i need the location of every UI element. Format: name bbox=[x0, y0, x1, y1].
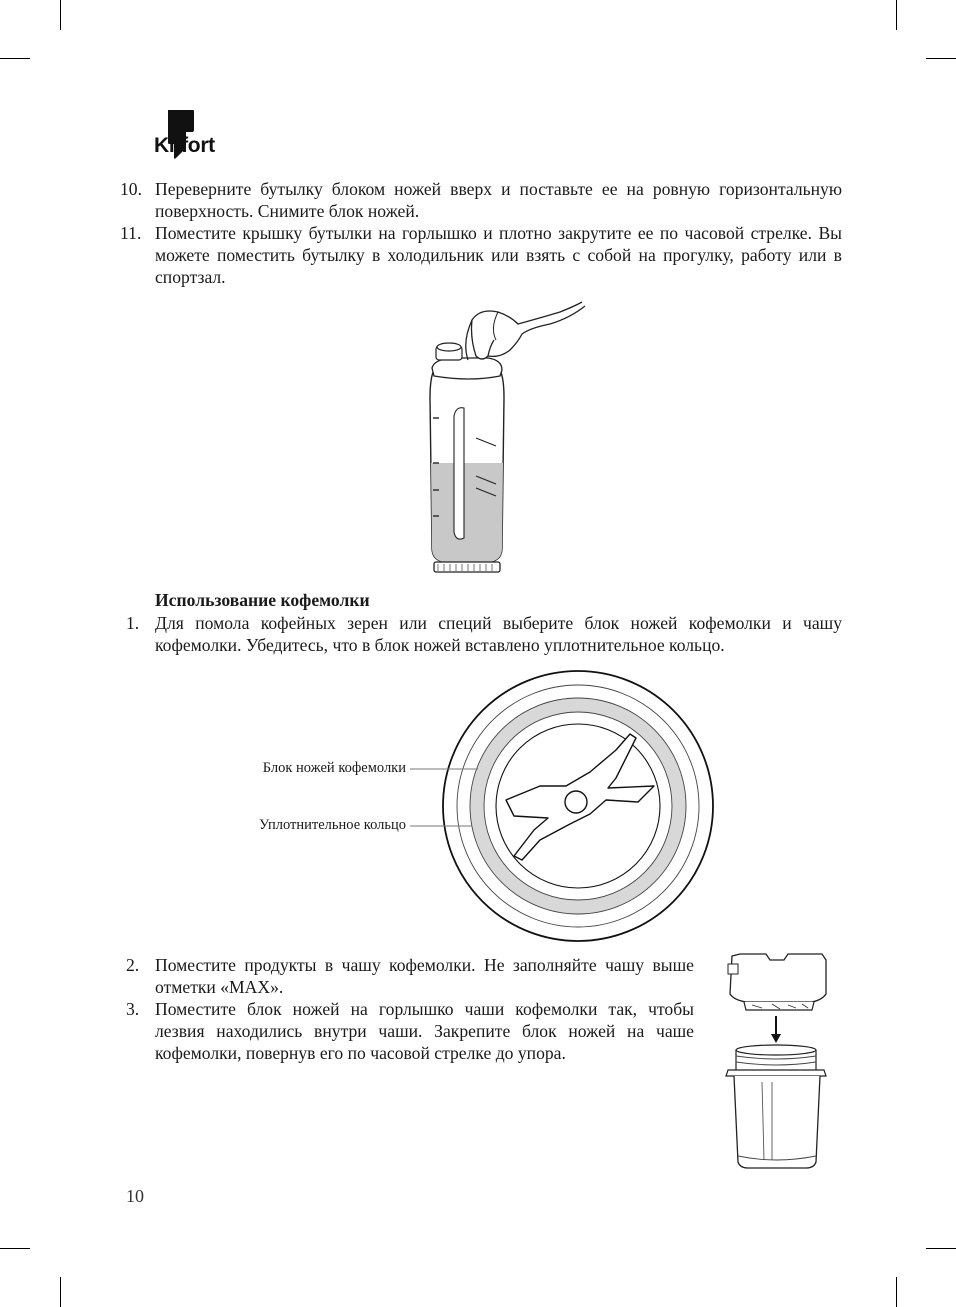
list-item bbox=[120, 612, 842, 656]
crop-mark bbox=[896, 0, 897, 30]
step-text: Переверните бутылку блоком ножей вверх и поставьте ее на ровную горизонтальную поверхность. Снимите блок ножей. bbox=[155, 179, 842, 221]
crop-mark bbox=[926, 58, 956, 59]
page-number: 10 bbox=[126, 1186, 144, 1206]
callout-leaders bbox=[408, 768, 548, 828]
steps-bottom-list bbox=[120, 954, 694, 1064]
list-item bbox=[120, 222, 842, 288]
crop-mark bbox=[896, 1277, 897, 1307]
brand-name: Kitfort bbox=[154, 134, 215, 157]
list-item bbox=[120, 998, 694, 1064]
blade-block-label: Блок ножей кофемолки bbox=[262, 760, 406, 776]
crop-mark bbox=[0, 1248, 30, 1249]
step-number: 10. bbox=[120, 179, 142, 199]
step-text: Поместите продукты в чашу кофемолки. Не заполняйте чашу выше отметки «MAX». bbox=[155, 955, 694, 997]
grinder-assembly-illustration bbox=[722, 950, 832, 1176]
step-number: 2. bbox=[126, 955, 140, 975]
step-text: Для помола кофейных зерен или специй выберите блок ножей кофемолки и чашу кофемолки. Убедитесь, что в блок ножей вставлено уплотнительное кольцо. bbox=[155, 613, 842, 655]
crop-mark bbox=[926, 1248, 956, 1249]
bottle-illustration bbox=[410, 298, 600, 580]
steps-top-list bbox=[120, 178, 842, 288]
step-text: Поместите блок ножей на горлышко чаши кофемолки так, чтобы лезвия находились внутри чаши. Закрепите блок ножей на чаше кофемолки, повернув его по часовой стрелке до упора. bbox=[155, 999, 694, 1063]
crop-mark bbox=[60, 1277, 61, 1307]
section-title: Использование кофемолки bbox=[155, 590, 370, 610]
step-text: Поместите крышку бутылки на горлышко и плотно закрутите ее по часовой стрелке. Вы можете поместить бутылку в холодильник или взять с собой на прогулку, работу или в спортзал. bbox=[155, 223, 842, 287]
step-number: 3. bbox=[126, 999, 140, 1019]
seal-ring-label: Уплотнительное кольцо bbox=[259, 817, 406, 833]
steps-grinder-list bbox=[120, 612, 842, 656]
list-item bbox=[120, 178, 842, 222]
crop-mark bbox=[0, 58, 30, 59]
step-number: 1. bbox=[126, 613, 140, 633]
step-number: 11. bbox=[120, 223, 142, 243]
list-item bbox=[120, 954, 694, 998]
crop-mark bbox=[60, 0, 61, 30]
